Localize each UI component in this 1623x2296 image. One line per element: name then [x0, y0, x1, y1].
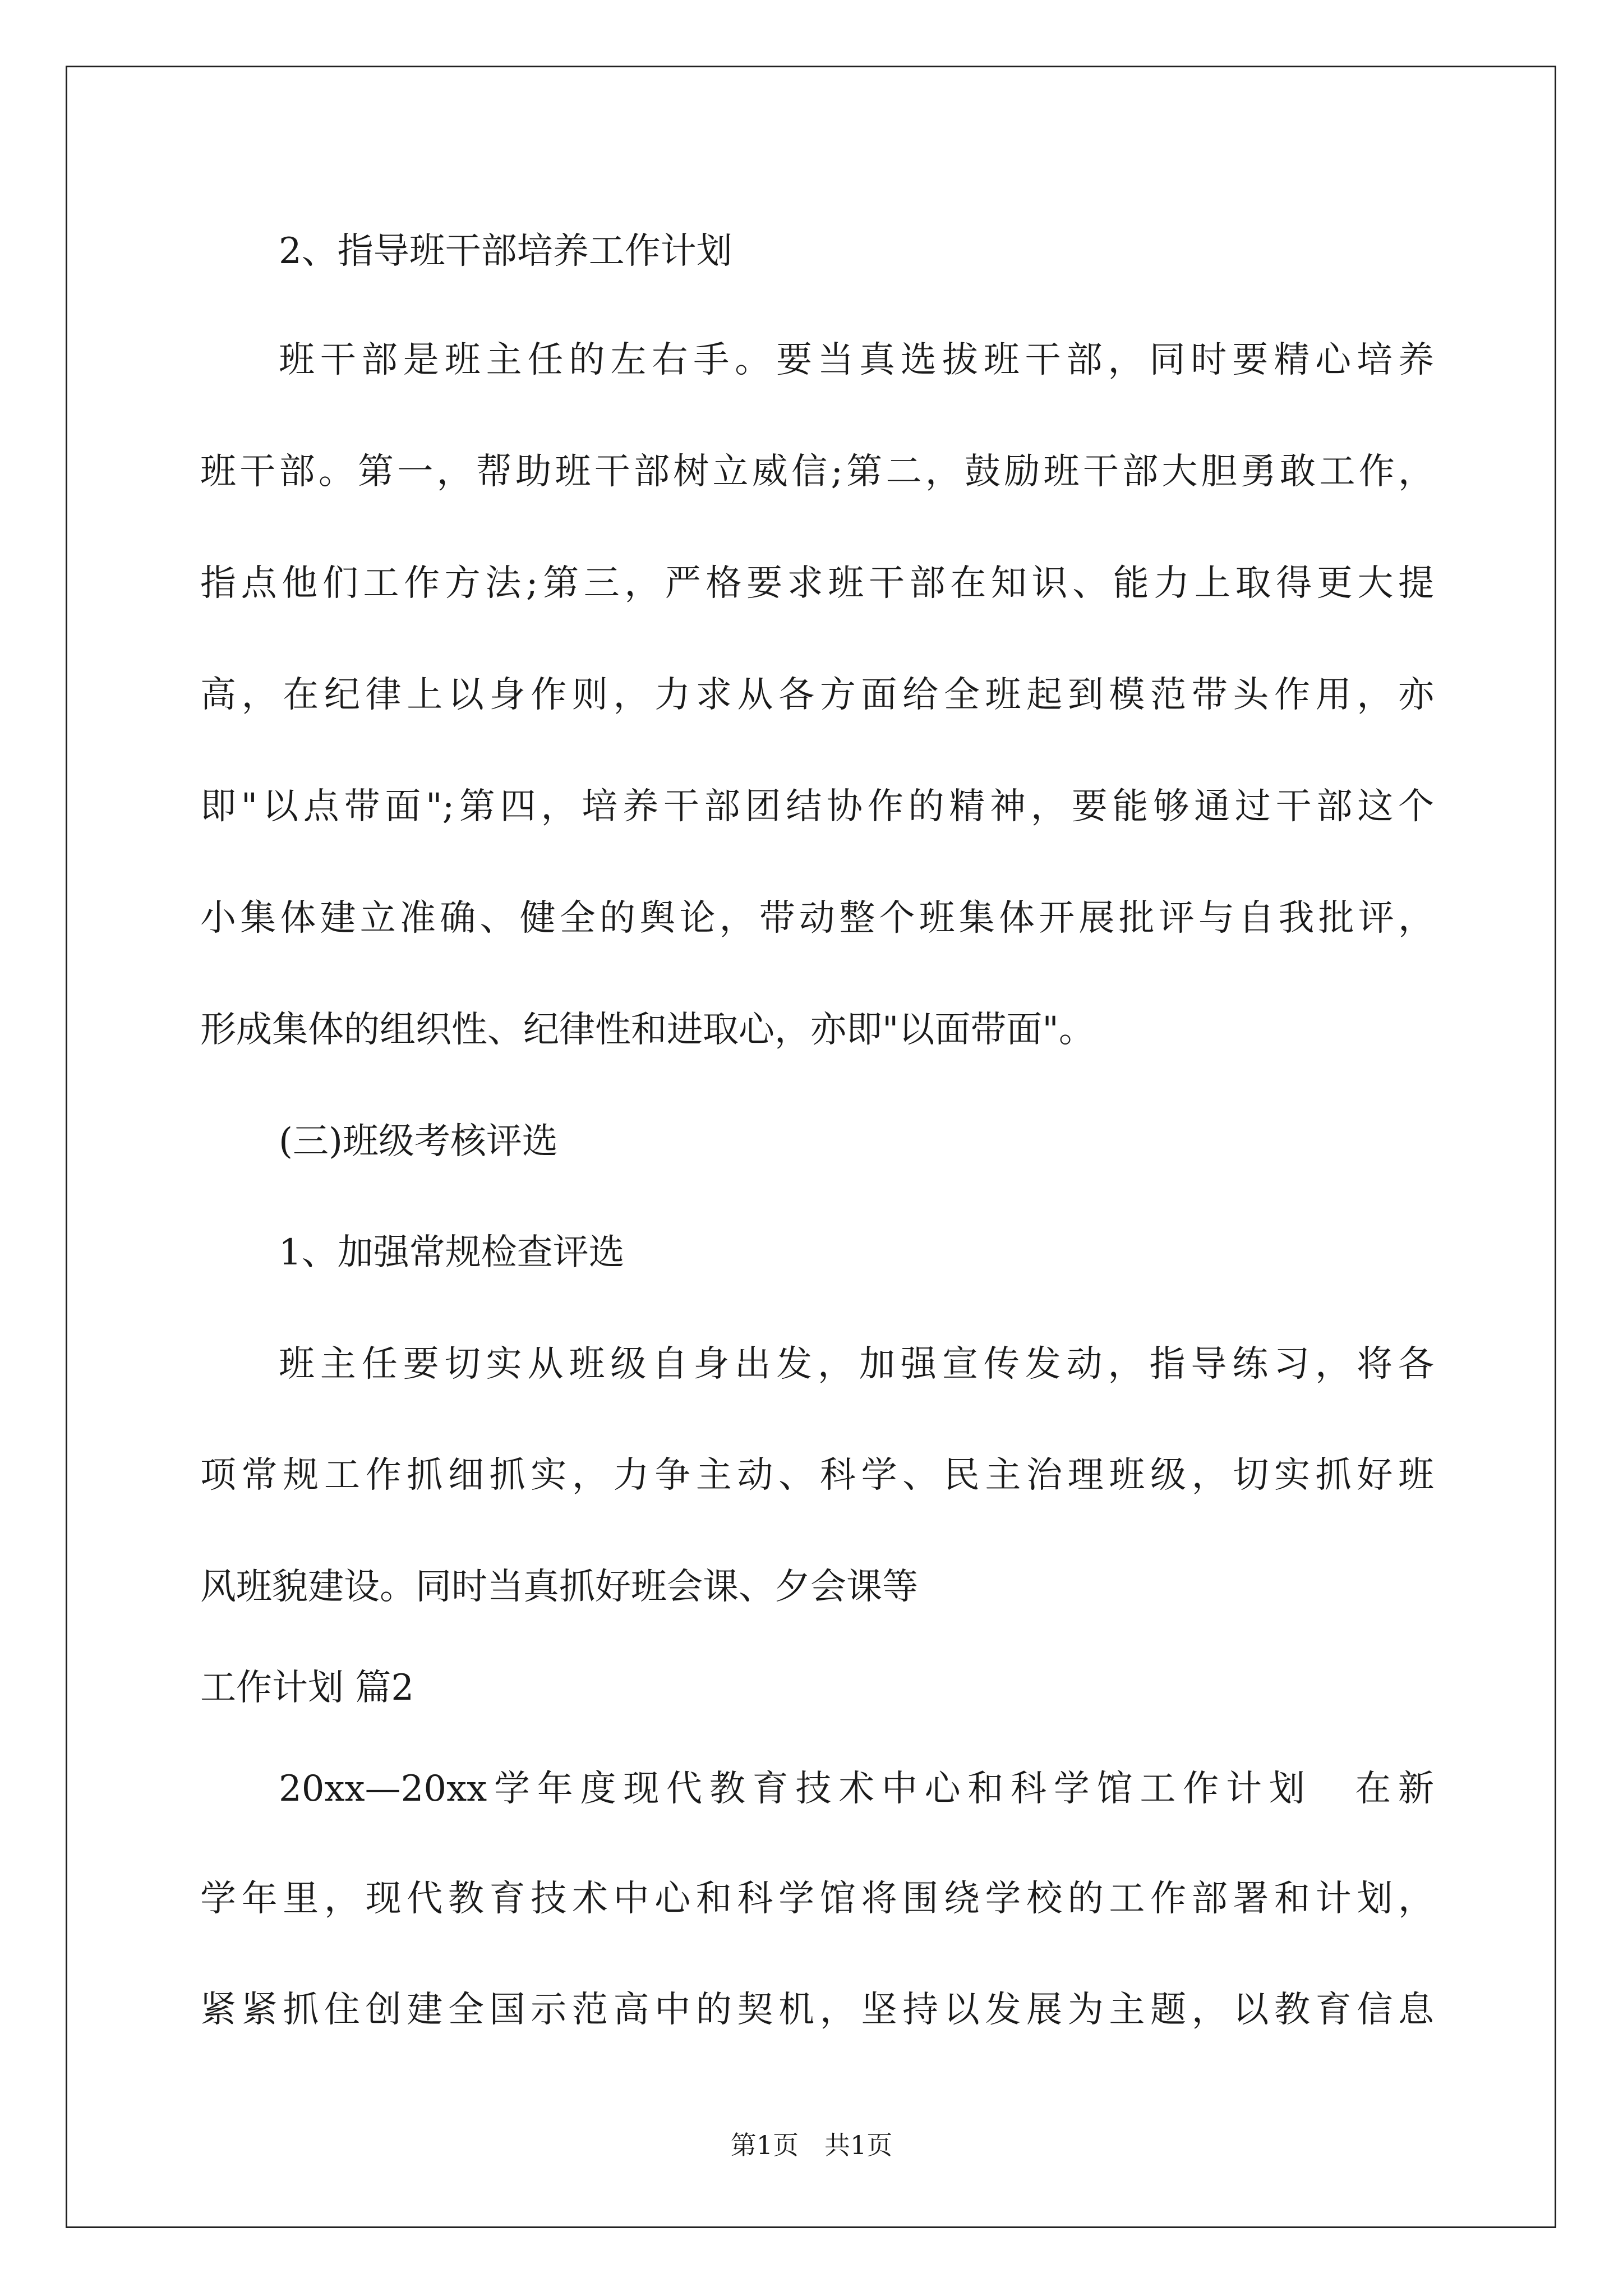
section-heading: 1、加强常规检查评选 — [279, 1232, 625, 1273]
section-heading: 2、指导班干部培养工作计划 — [279, 231, 732, 272]
paragraph-line: 紧紧抓住创建全国示范高中的契机，坚持以发展为主题，以教育信息 — [200, 1989, 1434, 2031]
paragraph-line: 学年里，现代教育技术中心和科学馆将围绕学校的工作部署和计划， — [200, 1878, 1434, 1920]
paragraph-line: 即"以点带面";第四，培养干部团结协作的精神，要能够通过干部这个 — [200, 786, 1434, 827]
paragraph-line: 班干部。第一，帮助班干部树立威信;第二，鼓励班干部大胆勇敢工作， — [200, 451, 1434, 493]
page-number-footer: 第1页 共1页 — [730, 2130, 893, 2160]
paragraph-line: 高，在纪律上以身作则，力求从各方面给全班起到模范带头作用，亦 — [200, 674, 1434, 716]
paragraph-line: 20xx—20xx学年度现代教育技术中心和科学馆工作计划 在新 — [279, 1768, 1434, 1810]
paragraph-line: 指点他们工作方法;第三，严格要求班干部在知识、能力上取得更大提 — [200, 563, 1434, 604]
paragraph-line: 风班貌建设。同时当真抓好班会课、夕会课等 — [200, 1566, 918, 1608]
paragraph-line: 班干部是班主任的左右手。要当真选拔班干部，同时要精心培养 — [279, 339, 1434, 381]
paragraph-line: 班主任要切实从班级自身出发，加强宣传发动，指导练习，将各 — [279, 1343, 1434, 1385]
paragraph-line: 形成集体的组织性、纪律性和进取心，亦即"以面带面"。 — [200, 1009, 1095, 1051]
paragraph-line: 项常规工作抓细抓实，力争主动、科学、民主治理班级，切实抓好班 — [200, 1455, 1434, 1496]
article-title: 工作计划 篇2 — [200, 1667, 414, 1709]
section-heading: (三)班级考核评选 — [279, 1121, 558, 1162]
paragraph-line: 小集体建立准确、健全的舆论，带动整个班集体开展批评与自我批评， — [200, 898, 1434, 939]
